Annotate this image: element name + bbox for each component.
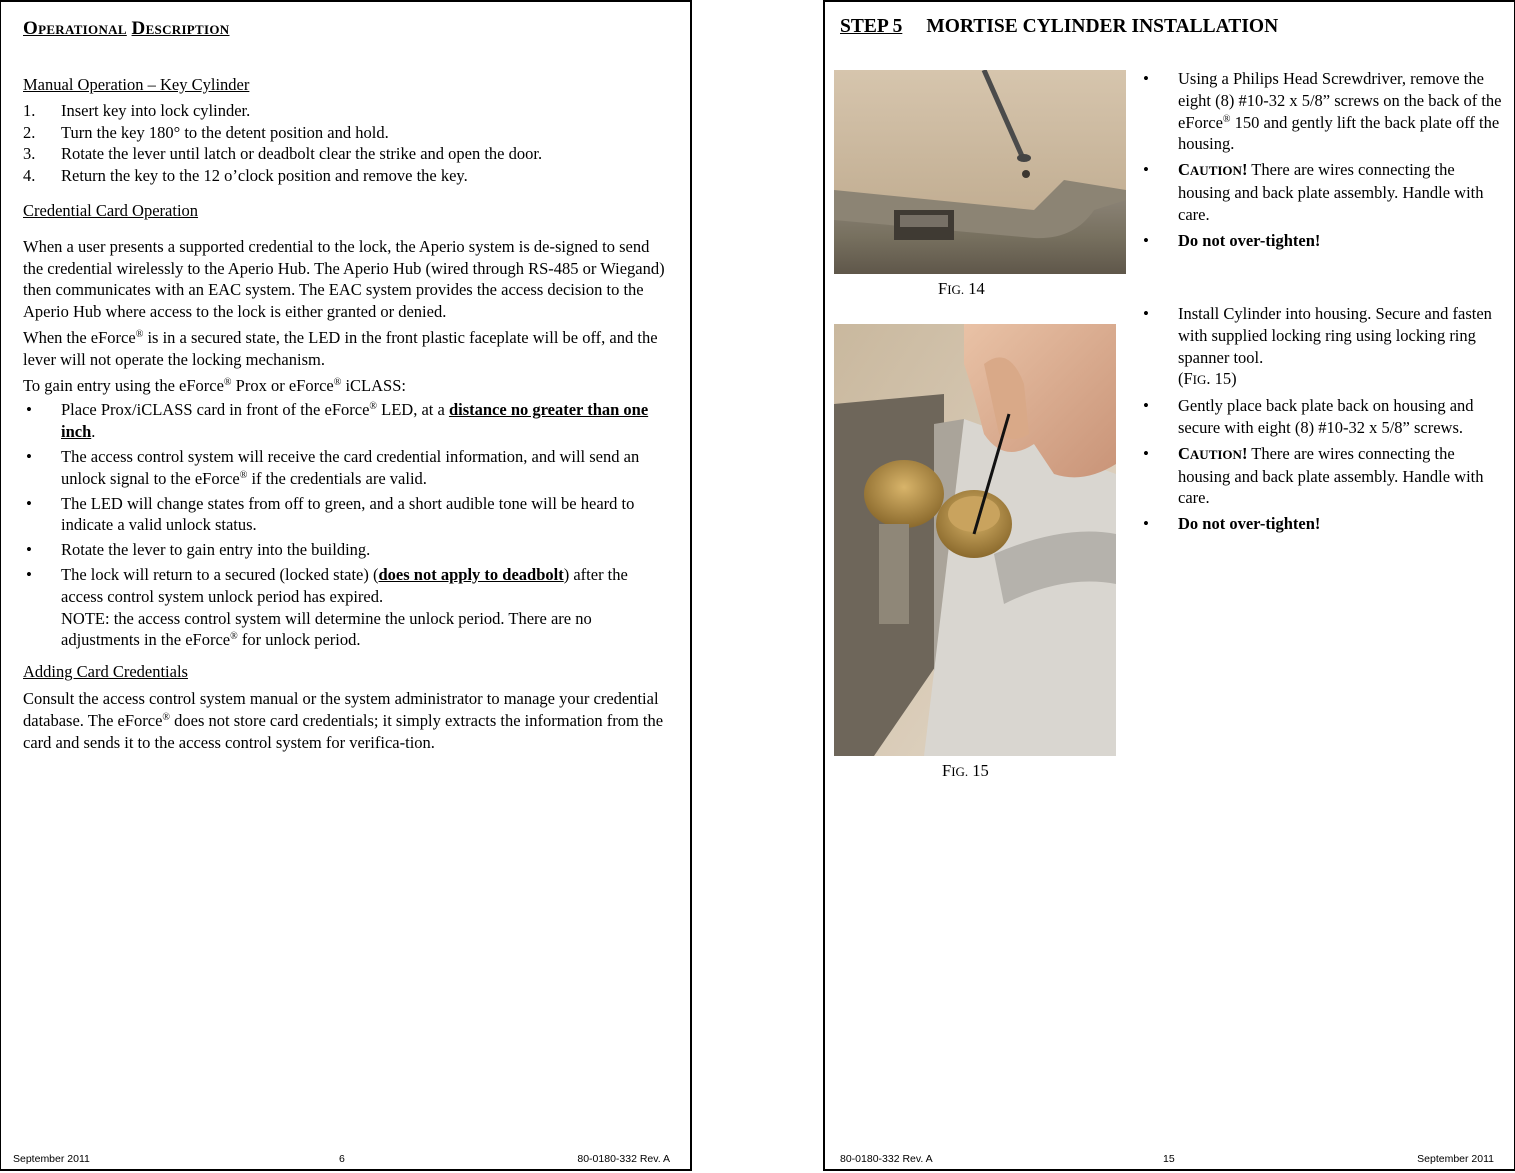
fig15-caption: FIG. 15 — [942, 761, 989, 780]
list-item: • Install Cylinder into housing. Secure and fasten with supplied locking ring using locking ring spanner tool. (FIG. 15) — [1140, 303, 1505, 391]
left-body — [23, 74, 673, 753]
manual-steps-list — [23, 100, 673, 187]
list-item: • Do not over-tighten! — [1140, 230, 1505, 252]
footer-doc-id: 80-0180-332 Rev. A — [577, 1153, 670, 1165]
footer-doc-id: 80-0180-332 Rev. A — [840, 1153, 933, 1165]
adding-credentials-heading: Adding Card Credentials — [23, 662, 188, 682]
footer-page-number: 6 — [339, 1153, 345, 1165]
cylinder-installation-image — [834, 324, 1116, 756]
step-heading: STEP 5 MORTISE CYLINDER INSTALLATION — [840, 16, 1279, 37]
list-item: 4. Return the key to the 12 o’clock position and remove the key. — [23, 166, 468, 186]
list-item: • Do not over-tighten! — [1140, 513, 1505, 535]
footer-page-number: 15 — [1163, 1153, 1175, 1165]
footer-date: September 2011 — [13, 1153, 90, 1165]
list-item: 1. Insert key into lock cylinder. — [23, 100, 251, 120]
fig14-photo — [834, 70, 1126, 274]
gain-entry-paragraph: To gain entry using the eForce® Prox or eForce® iCLASS: — [23, 375, 406, 395]
list-item: • The lock will return to a secured (locked state) (does not apply to deadbolt) after the access control system unlock period has expired. NOTE: the access control system will determine the unlock period. There are no adjustments in the eForce® for unlock period. — [23, 564, 673, 651]
list-item: 2. Turn the key 180° to the detent position and hold. — [23, 122, 389, 142]
list-item: • Place Prox/iCLASS card in front of the eForce® LED, at a distance no greater than one inch. — [23, 399, 673, 443]
left-page — [0, 0, 692, 1171]
step-instructions-1 — [1140, 68, 1505, 254]
right-page — [823, 0, 1515, 1171]
screwdriver-housing-image — [834, 70, 1126, 274]
step-instructions-2 — [1140, 303, 1505, 538]
instruction-bullets-2 — [1140, 303, 1505, 535]
instruction-bullets-1 — [1140, 68, 1505, 251]
credential-card-heading: Credential Card Operation — [23, 200, 199, 220]
manual-operation-heading: Manual Operation – Key Cylinder — [23, 75, 250, 94]
list-item: 3. Rotate the lever until latch or deadbolt clear the strike and open the door. — [23, 144, 543, 164]
page-heading: Operational Description — [23, 18, 230, 39]
list-item: • CAUTION! There are wires connecting the housing and back plate assembly. Handle with care. — [1140, 443, 1505, 509]
secured-paragraph: When the eForce® is in a secured state, the LED in the front plastic faceplate will be off, and the lever will not operate the locking mechanism. — [23, 327, 658, 369]
list-item: • The LED will change states from off to green, and a short audible tone will be heard to indicate a valid unlock status. — [23, 493, 673, 537]
list-item: • CAUTION! There are wires connecting the housing and back plate assembly. Handle with care. — [1140, 159, 1505, 225]
list-item: • Using a Philips Head Screwdriver, remove the eight (8) #10-32 x 5/8” screws on the back of the eForce® 150 and gently lift the back plate off the housing. — [1140, 68, 1505, 155]
card-paragraph: When a user presents a supported credential to the lock, the Aperio system is de-signed to send the credential wirelessly to the Aperio Hub. The Aperio Hub (wired through RS-485 or Wiegand) then communicates with an EAC system. The EAC system provides the access decision to the Aperio Hub where access to the lock is either granted or denied. — [23, 236, 665, 322]
fig14-caption: FIG. 14 — [938, 279, 985, 298]
footer-date: September 2011 — [1417, 1153, 1494, 1165]
adding-paragraph: Consult the access control system manual or the system administrator to manage your credential database. The eForce® does not store card credentials; it simply extracts the information from the card and sends it to the access control system for verifica-tion. — [23, 688, 664, 752]
list-item: • The access control system will receive the card credential information, and will send an unlock signal to the eForce® if the credentials are valid. — [23, 446, 673, 490]
list-item: • Rotate the lever to gain entry into the building. — [23, 539, 673, 561]
fig15-photo — [834, 324, 1116, 756]
list-item: • Gently place back plate back on housing and secure with eight (8) #10-32 x 5/8” screws. — [1140, 395, 1505, 439]
entry-bullets — [23, 399, 673, 651]
